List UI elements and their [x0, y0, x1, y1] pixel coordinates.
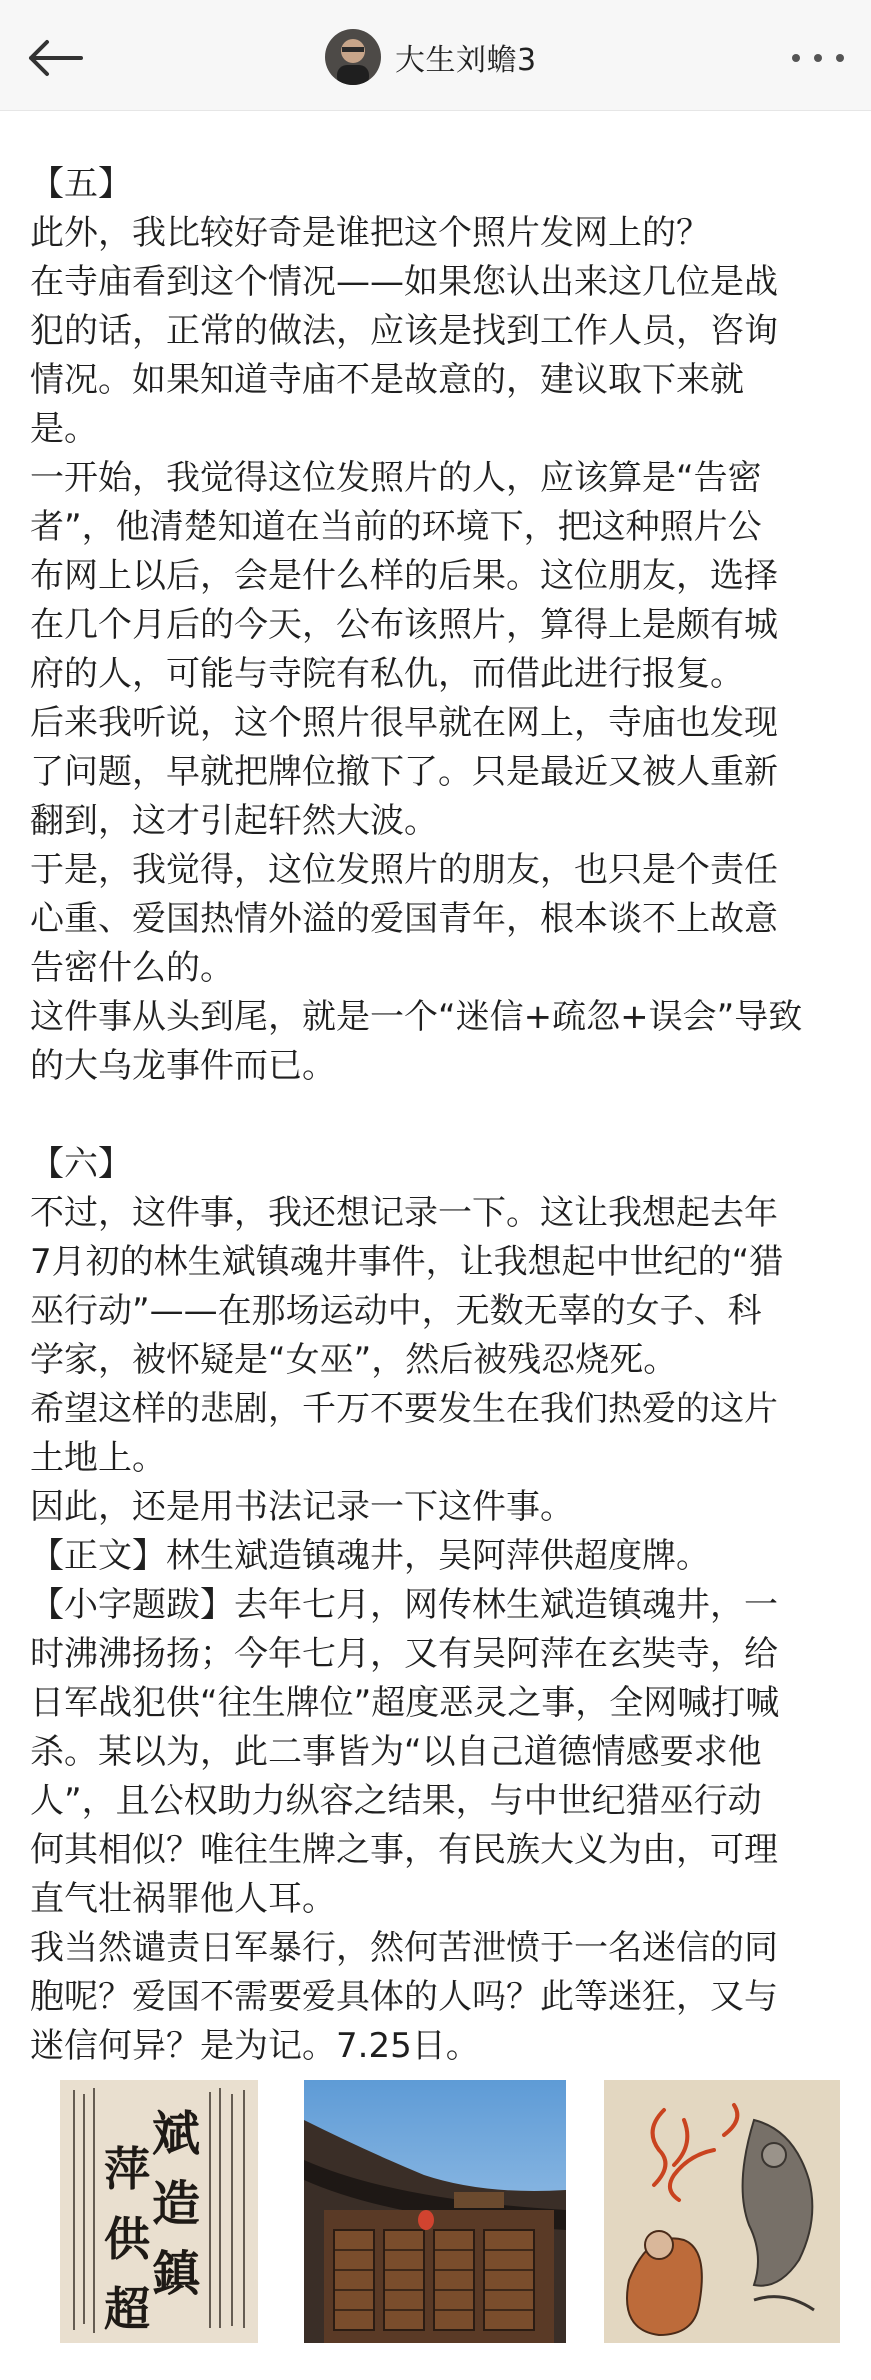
- text-line: 了问题，早就把牌位撤下了。只是最近又被人重新: [30, 752, 778, 792]
- calligraphy-image[interactable]: [60, 2080, 258, 2343]
- painting-image[interactable]: [604, 2080, 840, 2343]
- calligraphy-glyph: 斌: [152, 2106, 201, 2162]
- back-button[interactable]: [20, 28, 90, 88]
- text-line: 【六】: [30, 1144, 132, 1184]
- arrow-left-icon: [25, 38, 85, 78]
- text-line: 【正文】林生斌造镇魂井，吴阿萍供超度牌。: [30, 1536, 710, 1576]
- text-line: 学家，被怀疑是“女巫”，然后被残忍烧死。: [30, 1340, 678, 1380]
- temple-image[interactable]: [304, 2080, 566, 2343]
- text-line: 布网上以后，会是什么样的后果。这位朋友，选择: [30, 556, 778, 596]
- text-line: 杀。某以为，此二事皆为“以自己道德情感要求他: [30, 1732, 762, 1772]
- text-line: 在寺庙看到这个情况——如果您认出来这几位是战: [30, 262, 778, 302]
- text-line: 这件事从头到尾，就是一个“迷信+疏忽+误会”导致: [30, 997, 803, 1037]
- text-line: 胞呢？爱国不需要爱具体的人吗？此等迷狂，又与: [30, 1977, 778, 2017]
- text-line: 巫行动”——在那场运动中，无数无辜的女子、科: [30, 1291, 762, 1331]
- text-line: 【小字题跋】去年七月，网传林生斌造镇魂井，一: [30, 1585, 778, 1625]
- text-line: 迷信何异？是为记。7.25日。: [30, 2026, 480, 2066]
- text-line: 因此，还是用书法记录一下这件事。: [30, 1487, 574, 1527]
- text-line: 者”，他清楚知道在当前的环境下，把这种照片公: [30, 507, 762, 547]
- text-line: 于是，我觉得，这位发照片的朋友，也只是个责任: [30, 850, 778, 890]
- avatar[interactable]: [325, 29, 381, 85]
- username[interactable]: 大生刘蟾3: [395, 43, 537, 78]
- text-line: 希望这样的悲剧，千万不要发生在我们热爱的这片: [30, 1389, 778, 1429]
- text-line: 【五】: [30, 164, 132, 204]
- calligraphy-glyph: 超: [104, 2282, 150, 2336]
- text-line: 7月初的林生斌镇魂井事件，让我想起中世纪的“猎: [30, 1242, 784, 1282]
- text-line: 犯的话，正常的做法，应该是找到工作人员，咨询: [30, 311, 778, 351]
- top-bar: [0, 0, 871, 111]
- text-line: 在几个月后的今天，公布该照片，算得上是颇有城: [30, 605, 778, 645]
- text-line: 府的人，可能与寺院有私仇，而借此进行报复。: [30, 654, 744, 694]
- text-line: 翻到，这才引起轩然大波。: [30, 801, 438, 841]
- author-info[interactable]: [325, 28, 537, 86]
- text-line: 后来我听说，这个照片很早就在网上，寺庙也发现: [30, 703, 778, 743]
- calligraphy-glyph: 供: [104, 2212, 150, 2266]
- text-line: 一开始，我觉得这位发照片的人，应该算是“告密: [30, 458, 762, 498]
- text-line: 情况。如果知道寺庙不是故意的，建议取下来就: [30, 360, 744, 400]
- text-line: 土地上。: [30, 1438, 166, 1478]
- text-line: 是。: [30, 409, 98, 449]
- paragraph-spacer: [30, 1091, 848, 1140]
- calligraphy-glyph: 鎮: [152, 2246, 201, 2302]
- more-dots-icon: [788, 52, 848, 64]
- text-line: 人”，且公权助力纵容之结果，与中世纪猎巫行动: [30, 1781, 762, 1821]
- text-line: 我当然谴责日军暴行，然何苦泄愤于一名迷信的同: [30, 1928, 778, 1968]
- calligraphy-glyph: 造: [152, 2176, 201, 2232]
- text-line: 不过，这件事，我还想记录一下。这让我想起去年: [30, 1193, 778, 1233]
- text-line: 时沸沸扬扬；今年七月，又有吴阿萍在玄奘寺，给: [30, 1634, 778, 1674]
- text-line: 此外，我比较好奇是谁把这个照片发网上的？: [30, 213, 710, 253]
- text-line: 的大乌龙事件而已。: [30, 1046, 336, 1086]
- text-line: 心重、爱国热情外溢的爱国青年，根本谈不上故意: [30, 899, 778, 939]
- image-gallery: [60, 2080, 840, 2343]
- text-line: 日军战犯供“往生牌位”超度恶灵之事，全网喊打喊: [30, 1683, 780, 1723]
- text-line: 告密什么的。: [30, 948, 234, 988]
- post-body: [30, 160, 848, 2071]
- calligraphy-glyph: 萍: [104, 2142, 150, 2196]
- text-line: 直气壮祸罪他人耳。: [30, 1879, 336, 1919]
- more-button[interactable]: [783, 35, 853, 81]
- text-line: 何其相似？唯往生牌之事，有民族大义为由，可理: [30, 1830, 778, 1870]
